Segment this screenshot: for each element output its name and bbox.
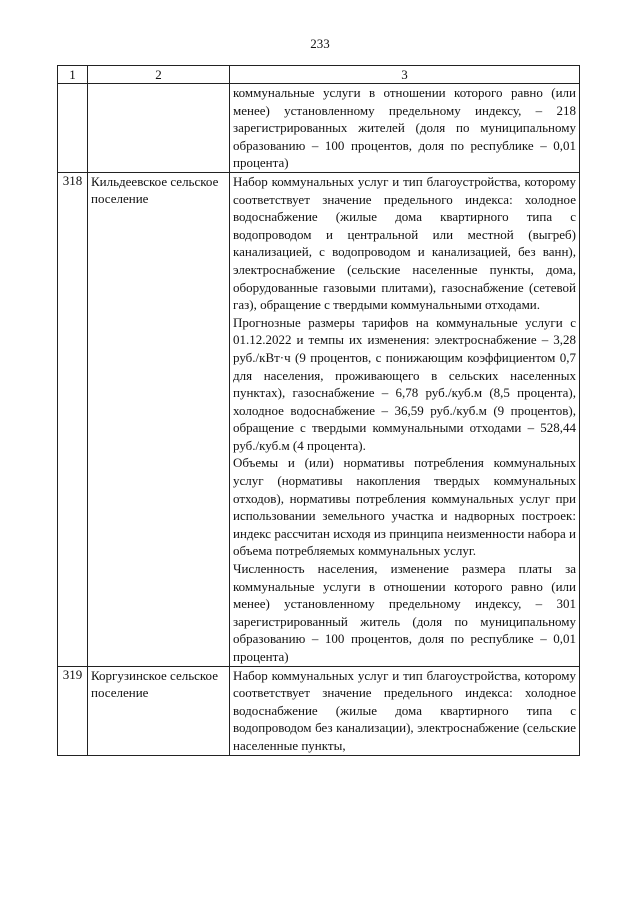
municipality-name: Коргузинское сельское поселение xyxy=(88,666,230,755)
page-number: 233 xyxy=(310,36,330,51)
description-paragraph: Набор коммунальных услуг и тип благоустройства, которому соответствует значение предельного индекса: холодное водоснабжение (жилые дома квартирного типа с водопроводом и центральной или местной (выгреб) канализацией, с водопроводом и канализацией, без ванн), электроснабжение (сельские населенные пункты, дома, оборудованные газовыми плитами), газоснабжение (сетевой газ), обращение с твердыми коммунальными отходами. xyxy=(233,173,576,313)
column-header-2: 2 xyxy=(88,66,230,84)
municipality-name-cell xyxy=(88,84,230,173)
row-number-cell xyxy=(58,84,88,173)
column-header-1: 1 xyxy=(58,66,88,84)
table-row xyxy=(58,172,580,666)
municipality-name: Кильдеевское сельское поселение xyxy=(88,172,230,666)
row-number: 319 xyxy=(58,666,88,755)
table-header-row xyxy=(58,66,580,84)
description-paragraph: коммунальные услуги в отношении которого равно (или менее) установленному предельному индексу, – 218 зарегистрированных жителей (доля по муниципальному образованию – 100 процентов, доля по республике – 0,01 процента) xyxy=(233,85,576,171)
description-cell xyxy=(230,84,580,173)
table-row-continuation xyxy=(58,84,580,173)
description-cell xyxy=(230,666,580,755)
row-number: 318 xyxy=(58,172,88,666)
description-paragraph: Набор коммунальных услуг и тип благоустройства, которому соответствует значение предельного индекса: холодное водоснабжение (жилые дома квартирного типа с водопроводом без канализации), электроснабжение (сельские населенные пункты, xyxy=(233,667,576,753)
description-paragraph: Прогнозные размеры тарифов на коммунальные услуги с 01.12.2022 и темпы их изменения: электроснабжение – 3,28 руб./кВт·ч (9 процентов, с понижающим коэффициентом 0,7 для населения, проживающего в сельских населенных пунктах), газоснабжение – 6,78 руб./куб.м (8,5 процента), холодное водоснабжение – 36,59 руб./куб.м (9 процентов), обращение с твердыми коммунальными отходами – 528,44 руб./куб.м (4 процента). xyxy=(233,314,576,453)
description-paragraph: Численность населения, изменение размера платы за коммунальные услуги в отношении которого равно (или менее) установленному предельному индексу, – 301 зарегистрированный житель (доля по муниципальному образованию – 100 процентов, доля по республике – 0,01 процента) xyxy=(233,561,576,664)
column-header-3: 3 xyxy=(230,66,580,84)
description-paragraph: Объемы и (или) нормативы потребления коммунальных услуг (нормативы накопления твердых коммунальных отходов), нормативы потребления коммунальных услуг при использовании земельного участка и надворных построек: индекс рассчитан исходя из принципа неизменности набора и объема потребляемых коммунальных услуг. xyxy=(233,455,576,559)
tariff-table xyxy=(57,65,580,756)
description-cell xyxy=(230,172,580,666)
table-row xyxy=(58,666,580,755)
